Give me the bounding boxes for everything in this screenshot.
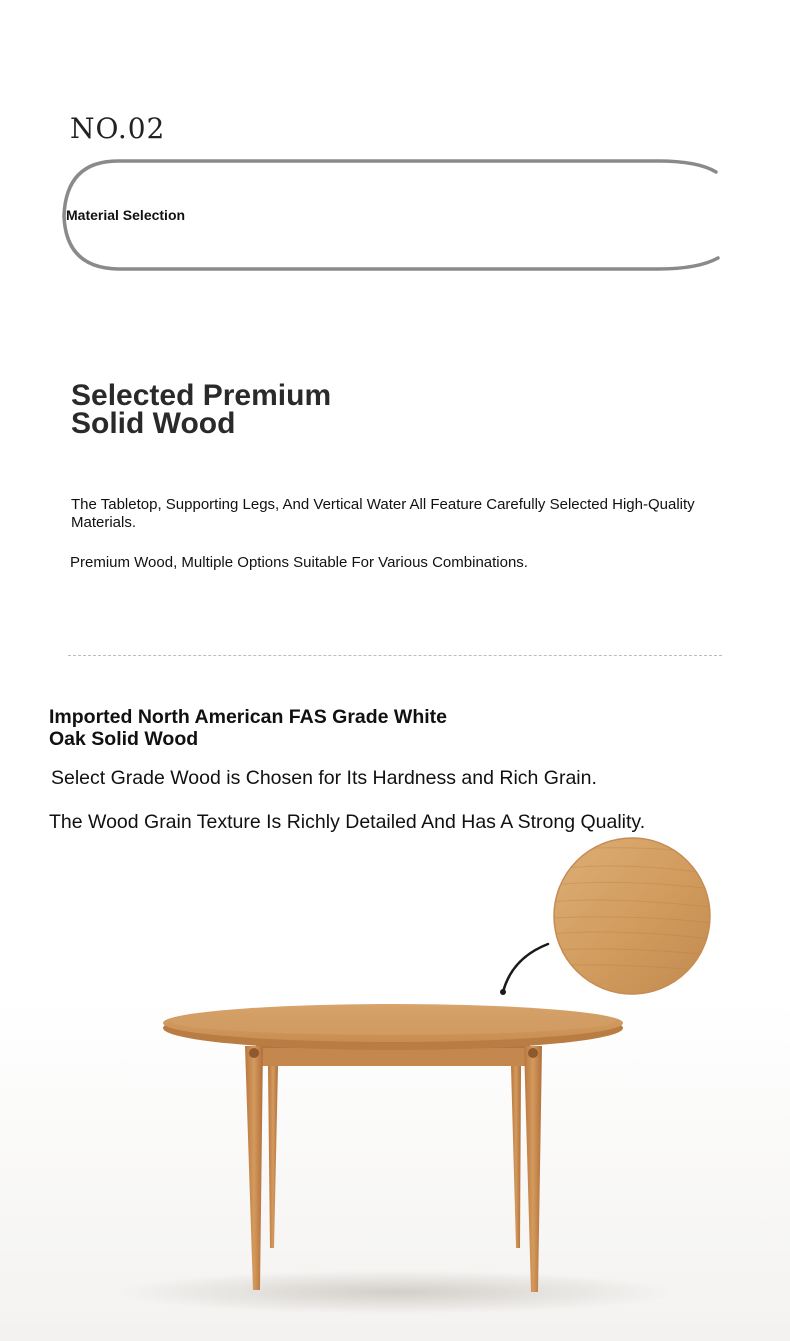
- wood-grain-closeup: [550, 838, 720, 994]
- wood-title-line-1: Imported North American FAS Grade White: [49, 706, 447, 728]
- dashed-divider: [68, 655, 722, 656]
- wood-grain-text: The Wood Grain Texture Is Richly Detailed And Has A Strong Quality.: [49, 811, 646, 833]
- wood-grade-text: Select Grade Wood is Chosen for Its Hardness and Rich Grain.: [51, 767, 597, 789]
- options-paragraph: Premium Wood, Multiple Options Suitable For Various Combinations.: [70, 554, 528, 571]
- headline-line-2: Solid Wood: [71, 407, 236, 440]
- intro-paragraph: The Tabletop, Supporting Legs, And Vertical Water All Feature Carefully Selected High-Quality Materials.: [71, 496, 695, 531]
- wood-title: [49, 706, 447, 750]
- round-table: [163, 1004, 623, 1292]
- table-illustration: [0, 830, 790, 1330]
- callout-pointer: [503, 944, 548, 992]
- page-headline: [71, 379, 332, 440]
- floor-shadow: [115, 1270, 675, 1314]
- section-number: NO.02: [70, 112, 166, 145]
- wood-title-line-2: Oak Solid Wood: [49, 728, 199, 750]
- headline-line-1: Selected Premium: [71, 379, 332, 412]
- section-label: Material Selection: [66, 207, 186, 223]
